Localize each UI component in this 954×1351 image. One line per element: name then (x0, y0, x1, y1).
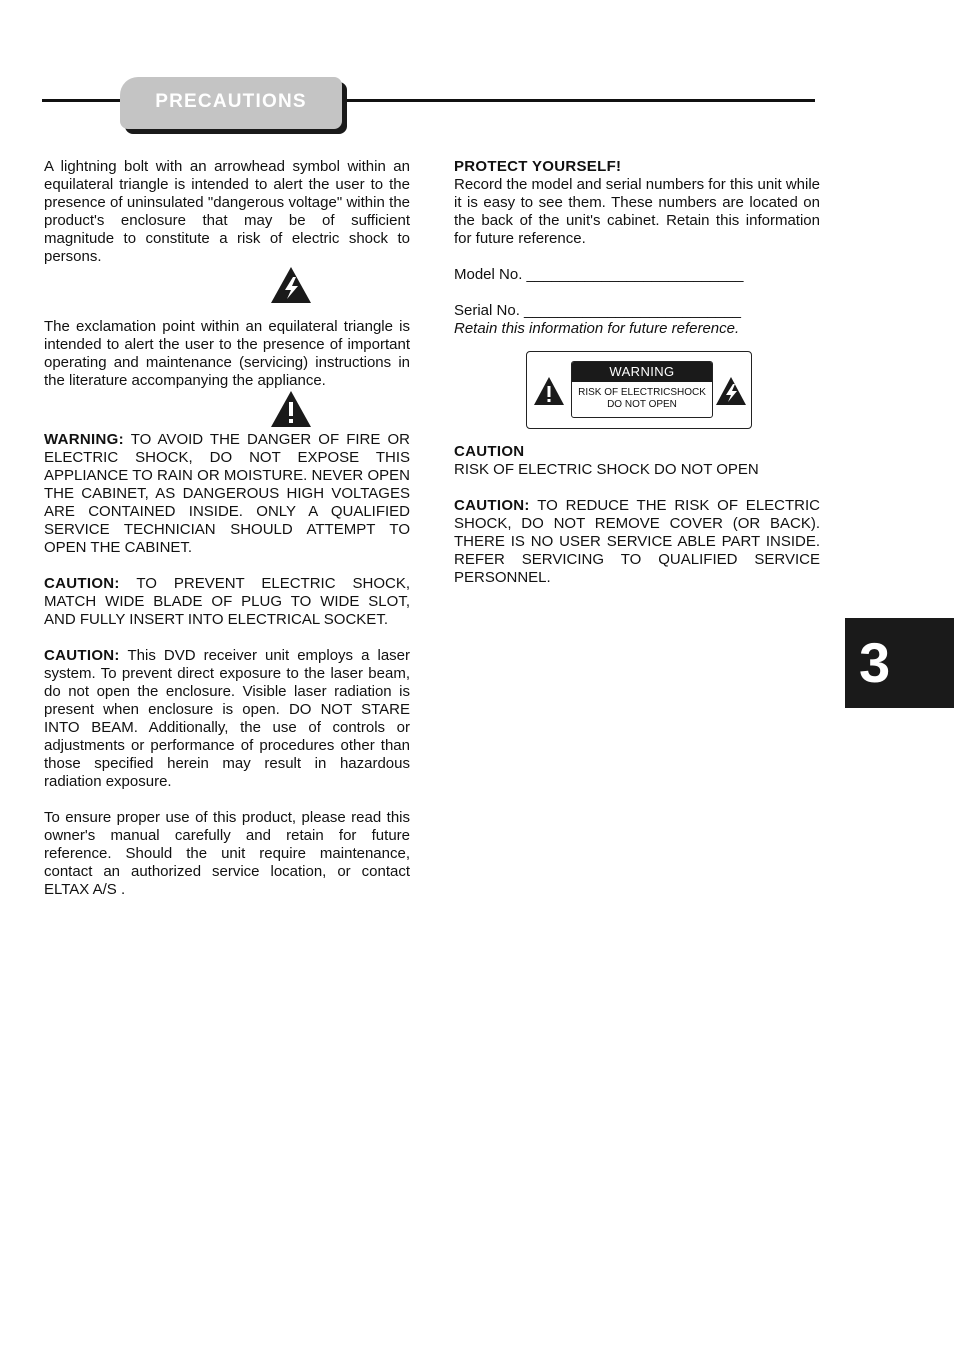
model-number-line: Model No. __________________________ (454, 266, 744, 283)
caution-plug-label: CAUTION: (44, 575, 120, 592)
right-column (454, 158, 820, 587)
caution-heading: CAUTION (454, 443, 525, 460)
caution-laser-label: CAUTION: (44, 647, 120, 664)
page-title: PRECAUTIONS (155, 91, 307, 112)
page-number-tab (845, 618, 954, 708)
caution-laser-paragraph (44, 647, 410, 791)
caution-cover-text: TO REDUCE THE RISK OF ELECTRIC SHOCK, DO NOT REMOVE COVER (OR BACK). THERE IS NO USER SERVICE ABLE PART INSIDE. REFER SERVICING TO QUALIFIED SERVICE PERSONNEL. (454, 497, 820, 586)
exclamation-symbol (44, 390, 410, 428)
header-rule-right (340, 99, 815, 102)
caution-plug-paragraph (44, 575, 410, 629)
warning-label-graphic (526, 351, 752, 429)
exclamation-triangle-icon (270, 390, 312, 428)
caution-cover-paragraph (454, 497, 820, 587)
left-column (44, 158, 410, 899)
caution-plug-text: TO PREVENT ELECTRIC SHOCK, MATCH WIDE BLADE OF PLUG TO WIDE SLOT, AND FULLY INSERT INTO ELECTRICAL SOCKET. (44, 575, 410, 628)
exclamation-symbol-paragraph: The exclamation point within an equilateral triangle is intended to alert the user to the presence of important operating and maintenance (servicing) instructions in the literature accompanying the appliance. (44, 318, 410, 389)
lightning-triangle-icon (715, 376, 747, 406)
caution-cover-label: CAUTION: (454, 497, 530, 514)
protect-heading: PROTECT YOURSELF! (454, 158, 622, 175)
exclamation-triangle-icon (533, 376, 565, 406)
caution-laser-text: This DVD receiver unit employs a laser system. To prevent direct exposure to the laser beam, do not open the enclosure. Visible laser radiation is present when enclosure is open. DO NOT STARE INTO BEAM. Additionally, the use of controls or adjustments or performance of procedures other than those specified herein may result in hazardous radiation exposure. (44, 647, 410, 790)
warning-label: WARNING: (44, 431, 124, 448)
serial-number-line: Serial No. __________________________ (454, 302, 741, 319)
lightning-symbol (44, 266, 410, 304)
protect-paragraph: Record the model and serial numbers for this unit while it is easy to see them. These numbers are located on the back of the unit's cabinet. Retain this information for future reference. (454, 176, 821, 247)
header-rule-left (42, 99, 124, 102)
caution-subtext: RISK OF ELECTRIC SHOCK DO NOT OPEN (454, 461, 759, 478)
warning-label-panel (571, 361, 713, 418)
owner-manual-paragraph: To ensure proper use of this product, please read this owner's manual carefully and retain for future reference. Should the unit require maintenance, contact an authorized service location, or contact ELTAX A/S . (44, 809, 410, 898)
title-tab (120, 77, 342, 129)
retain-note: Retain this information for future reference. (454, 320, 740, 337)
warning-label-text: RISK OF ELECTRICSHOCK DO NOT OPEN (578, 387, 706, 410)
page-number: 3 (859, 631, 891, 694)
lightning-symbol-paragraph: A lightning bolt with an arrowhead symbol within an equilateral triangle is intended to alert the user to the presence of uninsulated "dangerous voltage" within the product's enclosure that may be of sufficient magnitude to constitute a risk of electric shock to persons. (44, 158, 410, 265)
warning-text: TO AVOID THE DANGER OF FIRE OR ELECTRIC SHOCK, DO NOT EXPOSE THIS APPLIANCE TO RAIN OR MOISTURE. NEVER OPEN THE CABINET, AS DANGEROUS HIGH VOLTAGES ARE CONTAINED INSIDE. ONLY A QUALIFIED SERVICE TECHNICIAN SHOULD ATTEMPT TO OPEN THE CABINET. (44, 431, 410, 556)
lightning-triangle-icon (270, 266, 312, 304)
warning-label-title: WARNING (572, 362, 712, 382)
warning-paragraph (44, 431, 410, 557)
